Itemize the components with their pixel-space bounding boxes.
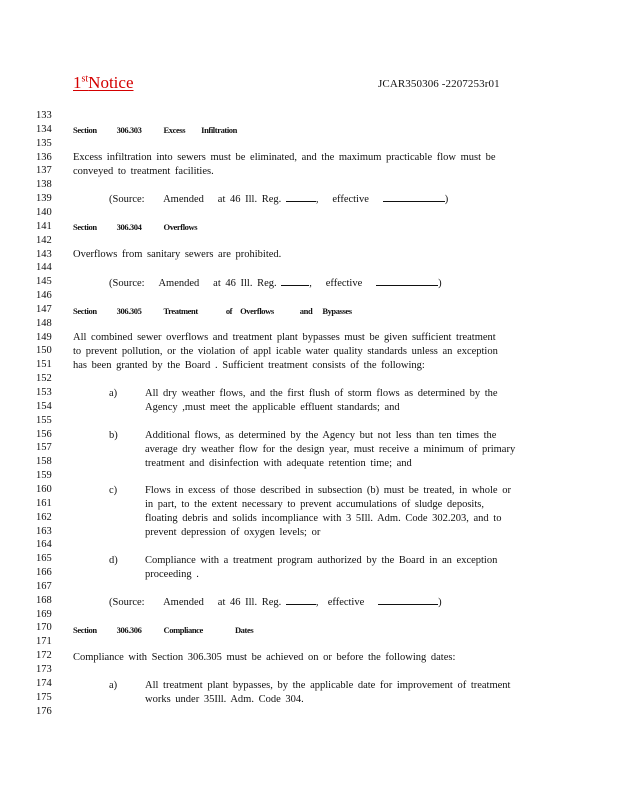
- list-item-line: proceeding .: [145, 569, 199, 580]
- line-number: 134: [36, 123, 52, 135]
- paragraph-line: has been granted by the Board . Sufficient treatment consists of the following:: [73, 360, 425, 371]
- line-number: 171: [36, 636, 52, 648]
- line-number: 151: [36, 359, 52, 371]
- line-number: 156: [36, 428, 52, 440]
- line-number: 176: [36, 705, 52, 717]
- line-number: 172: [36, 650, 52, 662]
- paragraph-line: to prevent pollution, or the violation of appl icable water quality standards unless an exception: [73, 346, 498, 357]
- source-note: (Source: Amended at 46 Ill. Reg. , effective ): [109, 194, 449, 205]
- line-number: 154: [36, 400, 52, 412]
- line-number: 139: [36, 193, 52, 205]
- list-item-line: floating debris and solids incompliance with 3 5Ill. Adm. Code 302.203, and to: [145, 513, 502, 524]
- line-number: 165: [36, 553, 52, 565]
- list-item-line: Additional flows, as determined by the Agency but not less than ten times the: [145, 430, 497, 441]
- line-number: 160: [36, 483, 52, 495]
- line-number: 163: [36, 525, 52, 537]
- line-number: 135: [36, 137, 52, 149]
- line-number: 148: [36, 317, 52, 329]
- line-number: 168: [36, 594, 52, 606]
- paragraph-line: Excess infiltration into sewers must be eliminated, and the maximum practicable flow must be: [73, 152, 496, 163]
- list-marker: b): [109, 430, 118, 441]
- list-item-line: All treatment plant bypasses, by the applicable date for improvement of treatment: [145, 680, 511, 691]
- list-item-line: All dry weather flows, and the first flush of storm flows as determined by the: [145, 388, 498, 399]
- list-item-line: works under 35Ill. Adm. Code 304.: [145, 694, 304, 705]
- paragraph-line: Compliance with Section 306.305 must be achieved on or before the following dates:: [73, 652, 456, 663]
- line-number: 175: [36, 691, 52, 703]
- list-item-line: treatment and disinfection with adequate retention time; and: [145, 458, 412, 469]
- document-reference: JCAR350306 -2207253r01: [378, 78, 500, 90]
- section-heading-306-306: Section 306.306 Compliance Dates: [73, 625, 254, 635]
- paragraph-line: conveyed to treatment facilities.: [73, 166, 214, 177]
- line-number: 170: [36, 622, 52, 634]
- section-heading-306-303: Section 306.303 Excess Infiltration: [73, 125, 237, 135]
- line-number: 152: [36, 373, 52, 385]
- line-number: 140: [36, 206, 52, 218]
- line-number: 142: [36, 234, 52, 246]
- line-number: 159: [36, 470, 52, 482]
- line-number: 155: [36, 414, 52, 426]
- line-number: 173: [36, 664, 52, 675]
- line-number: 145: [36, 276, 52, 288]
- list-marker: d): [109, 555, 118, 566]
- list-item-line: average dry weather flow for the design year, must receive a minimum of primary: [145, 444, 516, 455]
- paragraph-line: All combined sewer overflows and treatment plant bypasses must be given sufficient treatment: [73, 332, 496, 343]
- line-number: 166: [36, 567, 52, 578]
- list-item-line: Flows in excess of those described in subsection (b) must be treated, in whole or: [145, 485, 511, 496]
- line-number: 138: [36, 179, 52, 191]
- line-number: 141: [36, 220, 52, 232]
- line-number: 149: [36, 331, 52, 343]
- line-number: 167: [36, 580, 52, 592]
- line-number: 158: [36, 456, 52, 468]
- section-heading-306-305: Section 306.305 Treatment of Overflows and Bypasses: [73, 306, 352, 316]
- line-number: 150: [36, 345, 52, 357]
- line-number: 143: [36, 248, 52, 260]
- list-item-line: Compliance with a treatment program authorized by the Board in an exception: [145, 555, 498, 566]
- line-number: 147: [36, 303, 52, 315]
- list-marker: a): [109, 680, 118, 691]
- line-number: 162: [36, 511, 52, 523]
- line-number: 174: [36, 677, 52, 689]
- line-number: 164: [36, 539, 52, 551]
- list-marker: a): [109, 388, 118, 399]
- source-note: (Source: Amended at 46 Ill. Reg. , effective ): [109, 278, 442, 289]
- line-number: 153: [36, 387, 52, 398]
- section-heading-306-304: Section 306.304 Overflows: [73, 222, 198, 232]
- list-item-line: prevent depression of oxygen levels; or: [145, 527, 321, 538]
- line-number: 133: [36, 110, 52, 121]
- line-number: 137: [36, 165, 52, 177]
- list-marker: c): [109, 485, 118, 496]
- line-number: 144: [36, 262, 52, 274]
- list-item-line: in part, to the extent necessary to prevent accumulations of sludge deposits,: [145, 499, 484, 510]
- line-number: 169: [36, 608, 52, 620]
- line-number: 146: [36, 290, 52, 301]
- source-note: (Source: Amended at 46 Ill. Reg. , effective ): [109, 597, 442, 608]
- line-number: 136: [36, 151, 52, 163]
- line-number: 161: [36, 497, 52, 509]
- notice-heading: 1stNotice: [73, 73, 134, 92]
- list-item-line: Agency ,must meet the applicable effluent standards; and: [145, 402, 400, 413]
- paragraph-line: Overflows from sanitary sewers are prohibited.: [73, 249, 282, 260]
- line-number: 157: [36, 442, 52, 454]
